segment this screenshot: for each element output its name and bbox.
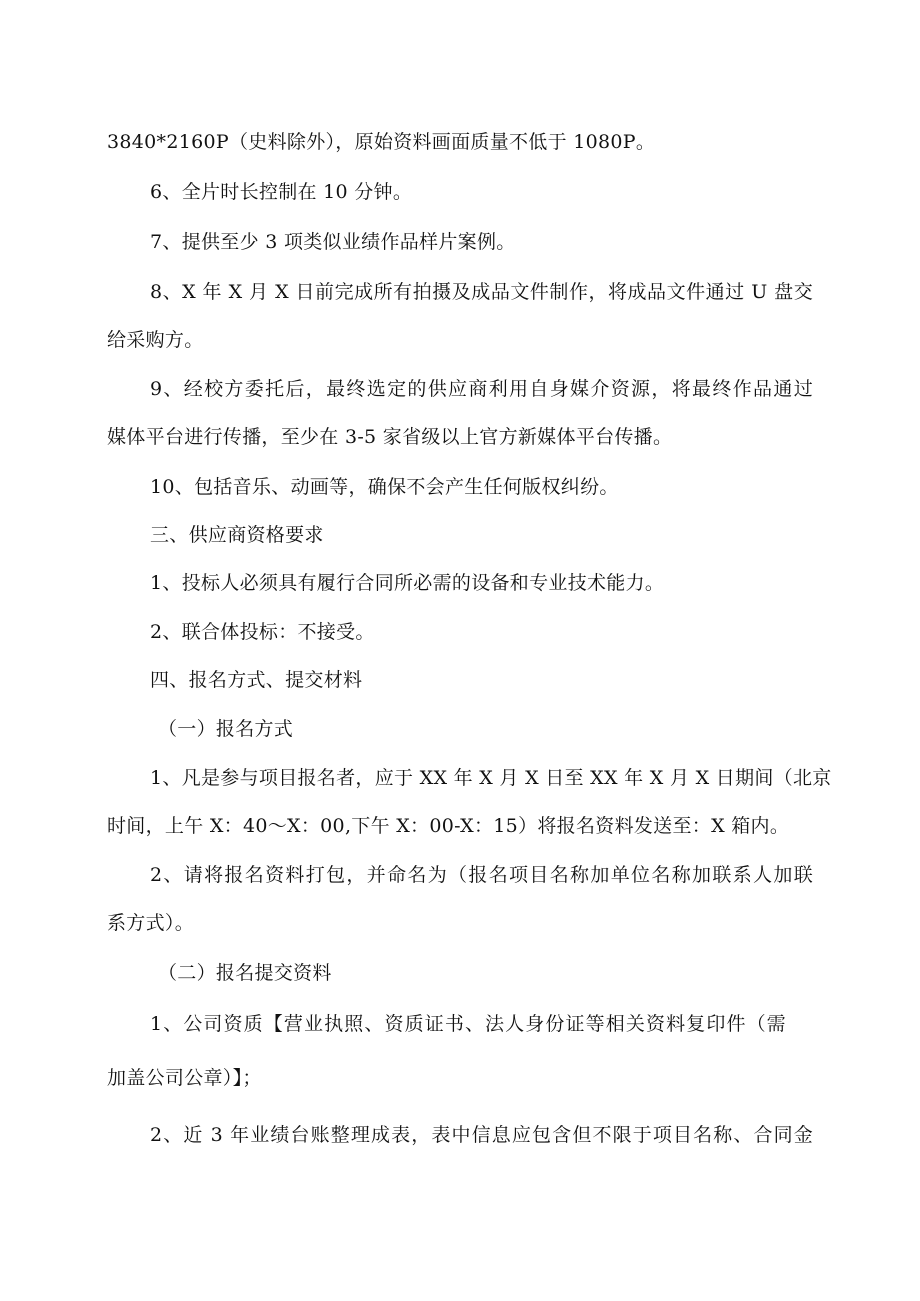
text-line-method-1: 1、凡是参与项目报名者，应于 XX 年 X 月 X 日至 XX 年 X 月 X 日期间（北京 bbox=[150, 767, 832, 789]
subsection-heading-method: （一）报名方式 bbox=[158, 718, 294, 740]
subsection-heading-materials: （二）报名提交资料 bbox=[158, 962, 332, 984]
section-heading-qualification: 三、供应商资格要求 bbox=[150, 524, 324, 546]
text-line-resolution: 3840*2160P（史料除外），原始资料画面质量不低于 1080P。 bbox=[107, 131, 656, 153]
text-line-item-9-cont: 媒体平台进行传播，至少在 3-5 家省级以上官方新媒体平台传播。 bbox=[107, 426, 673, 448]
text-line-item-9: 9、经校方委托后，最终选定的供应商利用自身媒介资源，将最终作品通过 bbox=[150, 378, 813, 400]
text-line-materials-1-cont: 加盖公司公章）】； bbox=[107, 1067, 262, 1089]
text-line-item-6: 6、全片时长控制在 10 分钟。 bbox=[150, 181, 413, 203]
text-line-materials-1: 1、公司资质【营业执照、资质证书、法人身份证等相关资料复印件（需 bbox=[150, 1013, 786, 1035]
section-heading-registration: 四、报名方式、提交材料 bbox=[150, 669, 363, 691]
text-line-item-7: 7、提供至少 3 项类似业绩作品样片案例。 bbox=[150, 231, 516, 253]
text-line-qualification-1: 1、投标人必须具有履行合同所必需的设备和专业技术能力。 bbox=[150, 572, 665, 594]
text-line-item-8: 8、X 年 X 月 X 日前完成所有拍摄及成品文件制作，将成品文件通过 U 盘交 bbox=[150, 281, 813, 303]
text-line-item-10: 10、包括音乐、动画等，确保不会产生任何版权纠纷。 bbox=[150, 476, 619, 498]
text-line-method-2-cont: 系方式）。 bbox=[107, 912, 195, 934]
text-line-item-8-cont: 给采购方。 bbox=[107, 329, 204, 351]
text-line-qualification-2: 2、联合体投标：不接受。 bbox=[150, 621, 375, 643]
text-line-method-2: 2、请将报名资料打包，并命名为（报名项目名称加单位名称加联系人加联 bbox=[150, 864, 813, 886]
text-line-method-1-cont: 时间，上午 X：40～X：00,下午 X：00-X：15）将报名资料发送至：X 箱内。 bbox=[107, 815, 790, 837]
text-line-materials-2: 2、近 3 年业绩台账整理成表，表中信息应包含但不限于项目名称、合同金 bbox=[150, 1124, 813, 1146]
